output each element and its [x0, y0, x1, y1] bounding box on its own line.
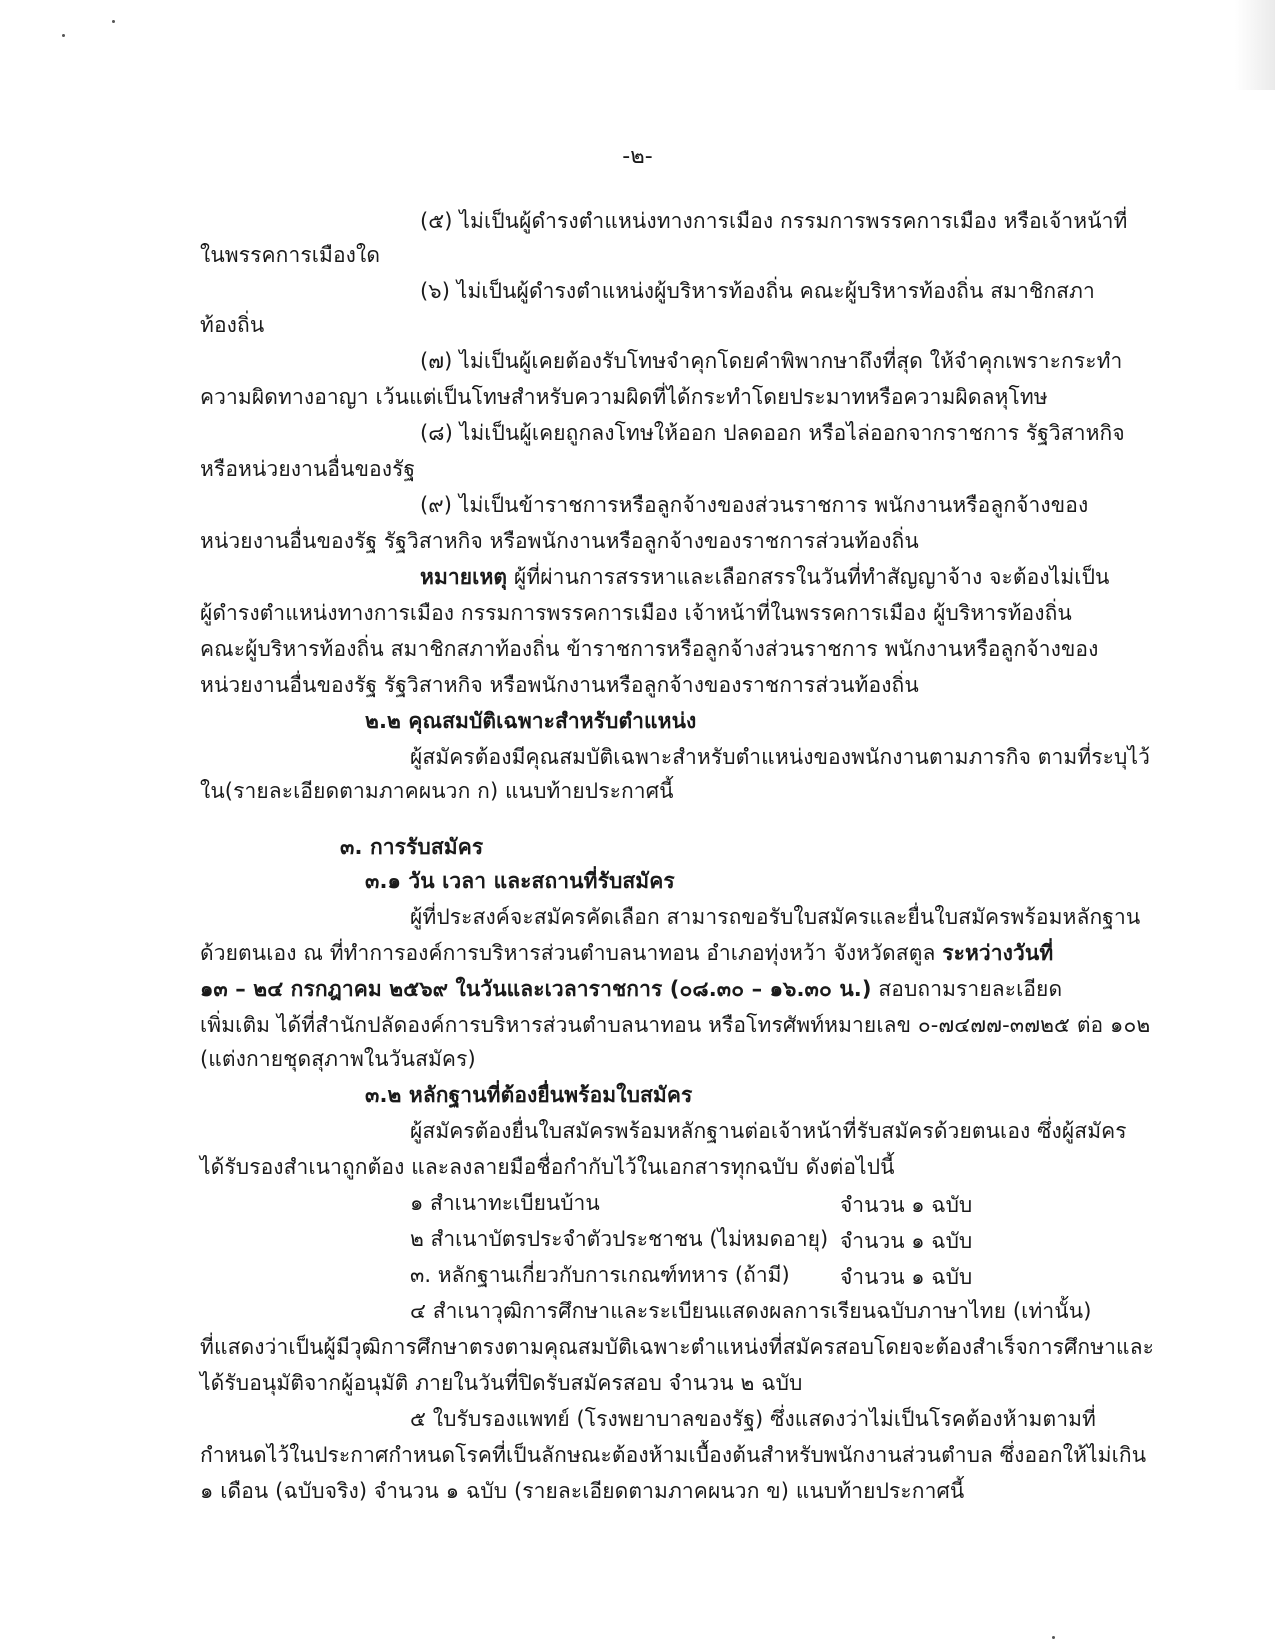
- document-item: ๒ สำเนาบัตรประจำตัวประชาชน (ไม่หมดอายุ): [410, 1227, 829, 1251]
- note-label: หมายเหตุ: [420, 565, 508, 589]
- paragraph-line: คณะผู้บริหารท้องถิ่น สมาชิกสภาท้องถิ่น ข้าราชการหรือลูกจ้างส่วนราชการ พนักงานหรือลูกจ้างของ: [200, 637, 1099, 661]
- paragraph-line: (๙) ไม่เป็นข้าราชการหรือลูกจ้างของส่วนราชการ พนักงานหรือลูกจ้างของ: [420, 493, 1089, 517]
- section-heading: ๒.๒ คุณสมบัติเฉพาะสำหรับตำแหน่ง: [365, 709, 697, 733]
- scan-speck: [1052, 1636, 1055, 1639]
- paragraph-line: (แต่งกายชุดสุภาพในวันสมัคร): [200, 1047, 476, 1071]
- paragraph-line: ผู้ดำรงตำแหน่งทางการเมือง กรรมการพรรคการเมือง เจ้าหน้าที่ในพรรคการเมือง ผู้บริหารท้องถิ่น: [200, 601, 1072, 625]
- document-item: ๑ สำเนาทะเบียนบ้าน: [410, 1191, 600, 1215]
- paragraph-line: ๔ สำเนาวุฒิการศึกษาและระเบียนแสดงผลการเรียนฉบับภาษาไทย (เท่านั้น): [410, 1299, 1092, 1323]
- paragraph-line: ผู้ที่ประสงค์จะสมัครคัดเลือก สามารถขอรับใบสมัครและยื่นใบสมัครพร้อมหลักฐาน: [410, 905, 1141, 929]
- paragraph-line: [200, 938, 1053, 968]
- paragraph-line: ได้รับอนุมัติจากผู้อนุมัติ ภายในวันที่ปิดรับสมัครสอบ จำนวน ๒ ฉบับ: [200, 1371, 803, 1395]
- section-heading: ๓.๒ หลักฐานที่ต้องยื่นพร้อมใบสมัคร: [365, 1083, 693, 1107]
- paragraph-line: ใน(รายละเอียดตามภาคผนวก ก) แนบท้ายประกาศนี้: [200, 779, 674, 803]
- paragraph-line: หน่วยงานอื่นของรัฐ รัฐวิสาหกิจ หรือพนักงานหรือลูกจ้างของราชการส่วนท้องถิ่น: [200, 529, 919, 553]
- document-quantity: จำนวน ๑ ฉบับ: [840, 1229, 973, 1253]
- document-quantity: จำนวน ๑ ฉบับ: [840, 1265, 973, 1289]
- page-number: -๒-: [622, 144, 653, 169]
- section-heading: ๓.๑ วัน เวลา และสถานที่รับสมัคร: [365, 869, 675, 893]
- paragraph-line: (๕) ไม่เป็นผู้ดำรงตำแหน่งทางการเมือง กรรมการพรรคการเมือง หรือเจ้าหน้าที่: [420, 209, 1128, 233]
- paragraph-line: [200, 974, 1062, 1004]
- paragraph-line: ความผิดทางอาญา เว้นแต่เป็นโทษสำหรับความผิดที่ได้กระทำโดยประมาทหรือความผิดลหุโทษ: [200, 385, 1048, 409]
- paragraph-line: ๕ ใบรับรองแพทย์ (โรงพยาบาลของรัฐ) ซึ่งแสดงว่าไม่เป็นโรคต้องห้ามตามที่: [410, 1407, 1097, 1431]
- paragraph-line: หรือหน่วยงานอื่นของรัฐ: [200, 457, 416, 481]
- emphasis-span: ๑๓ – ๒๔ กรกฎาคม ๒๕๖๙ ในวันและเวลาราชการ (๐๘.๓๐ – ๑๖.๓๐ น.): [200, 977, 872, 1001]
- scan-speck: [62, 34, 65, 37]
- note-line: [420, 562, 1109, 592]
- emphasis-span: ระหว่างวันที่: [942, 941, 1054, 965]
- paragraph-line: เพิ่มเติม ได้ที่สำนักปลัดองค์การบริหารส่วนตำบลนาทอน หรือโทรศัพท์หมายเลข ๐-๗๔๗๗-๓๗๒๕ ต่อ ๑๐๒: [200, 1013, 1151, 1037]
- document-item: ๓. หลักฐานเกี่ยวกับการเกณฑ์ทหาร (ถ้ามี): [410, 1263, 790, 1287]
- text-span: ด้วยตนเอง ณ ที่ทำการองค์การบริหารส่วนตำบลนาทอน อำเภอทุ่งหว้า จังหวัดสตูล: [200, 941, 943, 965]
- scan-edge-shadow: [1235, 0, 1275, 90]
- paragraph-line: (๘) ไม่เป็นผู้เคยถูกลงโทษให้ออก ปลดออก หรือไล่ออกจากราชการ รัฐวิสาหกิจ: [420, 421, 1125, 445]
- paragraph-line: (๗) ไม่เป็นผู้เคยต้องรับโทษจำคุกโดยคำพิพากษาถึงที่สุด ให้จำคุกเพราะกระทำ: [420, 349, 1123, 373]
- section-heading: ๓. การรับสมัคร: [340, 835, 484, 859]
- paragraph-line: หน่วยงานอื่นของรัฐ รัฐวิสาหกิจ หรือพนักงานหรือลูกจ้างของราชการส่วนท้องถิ่น: [200, 673, 919, 697]
- note-text: ผู้ที่ผ่านการสรรหาและเลือกสรรในวันที่ทำสัญญาจ้าง จะต้องไม่เป็น: [513, 565, 1110, 589]
- text-span: สอบถามรายละเอียด: [871, 977, 1063, 1001]
- paragraph-line: ท้องถิ่น: [200, 313, 265, 337]
- document-quantity: จำนวน ๑ ฉบับ: [840, 1193, 973, 1217]
- paragraph-line: ผู้สมัครต้องมีคุณสมบัติเฉพาะสำหรับตำแหน่งของพนักงานตามภารกิจ ตามที่ระบุไว้: [410, 745, 1151, 769]
- paragraph-line: ในพรรคการเมืองใด: [200, 243, 381, 267]
- scan-speck: [112, 20, 115, 23]
- paragraph-line: (๖) ไม่เป็นผู้ดำรงตำแหน่งผู้บริหารท้องถิ่น คณะผู้บริหารท้องถิ่น สมาชิกสภา: [420, 279, 1095, 303]
- paragraph-line: ได้รับรองสำเนาถูกต้อง และลงลายมือชื่อกำกับไว้ในเอกสารทุกฉบับ ดังต่อไปนี้: [200, 1155, 895, 1179]
- paragraph-line: ผู้สมัครต้องยื่นใบสมัครพร้อมหลักฐานต่อเจ้าหน้าที่รับสมัครด้วยตนเอง ซึ่งผู้สมัคร: [410, 1119, 1127, 1143]
- paragraph-line: กำหนดไว้ในประกาศกำหนดโรคที่เป็นลักษณะต้องห้ามเบื้องต้นสำหรับพนักงานส่วนตำบล ซึ่งออกให้ไม่เกิน: [200, 1443, 1147, 1467]
- paragraph-line: ๑ เดือน (ฉบับจริง) จำนวน ๑ ฉบับ (รายละเอียดตามภาคผนวก ข) แนบท้ายประกาศนี้: [200, 1479, 965, 1503]
- paragraph-line: ที่แสดงว่าเป็นผู้มีวุฒิการศึกษาตรงตามคุณสมบัติเฉพาะตำแหน่งที่สมัครสอบโดยจะต้องสำเร็จการศึกษาและ: [200, 1335, 1155, 1359]
